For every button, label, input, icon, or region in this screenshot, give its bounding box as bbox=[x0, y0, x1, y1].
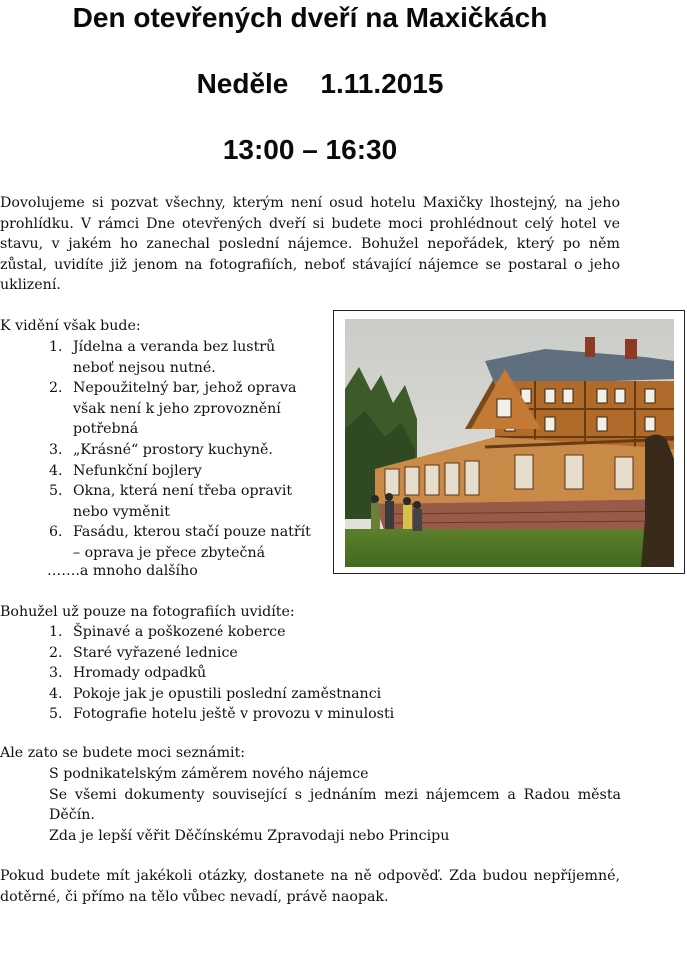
closing-paragraph: Pokud budete mít jakékoli otázky, dostanete na ně odpověď. Zda budou nepříjemné, dotěrné, či přímo na tělo vůbec nevadí, právě naopak. bbox=[0, 868, 620, 905]
see-list bbox=[0, 337, 318, 564]
item-text: Špinavé a poškozené koberce bbox=[73, 624, 286, 640]
item-text: Staré vyřazené lednice bbox=[73, 644, 238, 661]
list-item: S podnikatelským záměrem nového nájemce bbox=[49, 766, 369, 782]
event-time: 13:00 – 16:30 bbox=[222, 134, 398, 165]
event-day: Neděle bbox=[196, 68, 289, 99]
list-item bbox=[0, 622, 640, 643]
see-heading: K vidění však bude: bbox=[0, 318, 141, 334]
item-text: Fasádu, kterou stačí pouze natřít – oprava je přece zbytečná bbox=[73, 524, 311, 561]
item-number: 2. bbox=[49, 644, 63, 661]
list-item bbox=[0, 684, 640, 705]
list-item: Se všemi dokumenty související s jednáním mezi nájemcem a Radou města Děčín. bbox=[49, 786, 621, 824]
item-number: 5. bbox=[49, 483, 63, 500]
item-text: Jídelna a veranda bez lustrů neboť nejsou nutné. bbox=[73, 339, 276, 376]
page-title: Den otevřených dveří na Maxičkách bbox=[72, 2, 548, 33]
item-text: Okna, která není třeba opravit nebo vyměnit bbox=[73, 483, 293, 520]
list-item bbox=[0, 643, 640, 664]
list-item bbox=[0, 481, 318, 522]
list-item: Zda je lepší věřit Děčínskému Zpravodaji nebo Principu bbox=[49, 827, 450, 844]
item-number: 4. bbox=[49, 462, 63, 479]
item-text: „Krásné“ prostory kuchyně. bbox=[73, 441, 273, 458]
intro-paragraph: Dovolujeme si pozvat všechny, kterým není osud hotelu Maxičky lhostejný, na jeho prohlídku. V rámci Dne otevřených dveří si budete moci prohlédnout celý hotel ve stavu, v jakém ho zanechal poslední nájemce. Bohužel nepořádek, který po něm zůstal, uvidíte již jenom na fotografiích, neboť stávající nájemce se postaral o jeho uklizení. bbox=[0, 195, 620, 294]
hotel-building-illustration bbox=[345, 319, 674, 567]
meet-heading: Ale zato se budete moci seznámit: bbox=[0, 745, 246, 761]
item-number: 4. bbox=[49, 685, 63, 702]
hotel-photo bbox=[333, 310, 685, 574]
item-number: 1. bbox=[49, 339, 63, 355]
photos-list bbox=[0, 622, 640, 725]
event-date bbox=[90, 68, 550, 100]
list-item bbox=[0, 461, 318, 482]
item-number: 6. bbox=[49, 524, 63, 541]
list-item bbox=[0, 440, 318, 461]
list-item bbox=[0, 337, 318, 378]
item-text: Nepoužitelný bar, jehož oprava však není k jeho zprovoznění potřebná bbox=[73, 380, 297, 438]
item-text: Hromady odpadků bbox=[73, 665, 207, 682]
item-number: 3. bbox=[49, 441, 63, 458]
list-item bbox=[0, 663, 640, 684]
item-text: Nefunkční bojlery bbox=[73, 462, 202, 479]
meet-list bbox=[49, 764, 621, 846]
item-number: 1. bbox=[49, 624, 63, 640]
list-item bbox=[0, 522, 318, 563]
item-text: Fotografie hotelu ještě v provozu v minulosti bbox=[73, 706, 395, 723]
item-number: 5. bbox=[49, 706, 63, 723]
item-number: 3. bbox=[49, 665, 63, 682]
item-text: Pokoje jak je opustili poslední zaměstnanci bbox=[73, 685, 382, 702]
photos-heading: Bohužel už pouze na fotografiích uvidíte: bbox=[0, 604, 295, 620]
event-date-value: 1.11.2015 bbox=[320, 68, 444, 99]
list-item bbox=[0, 704, 640, 725]
and-more-text: …….a mnoho dalšího bbox=[47, 563, 198, 579]
item-number: 2. bbox=[49, 380, 63, 397]
list-item bbox=[0, 378, 318, 440]
